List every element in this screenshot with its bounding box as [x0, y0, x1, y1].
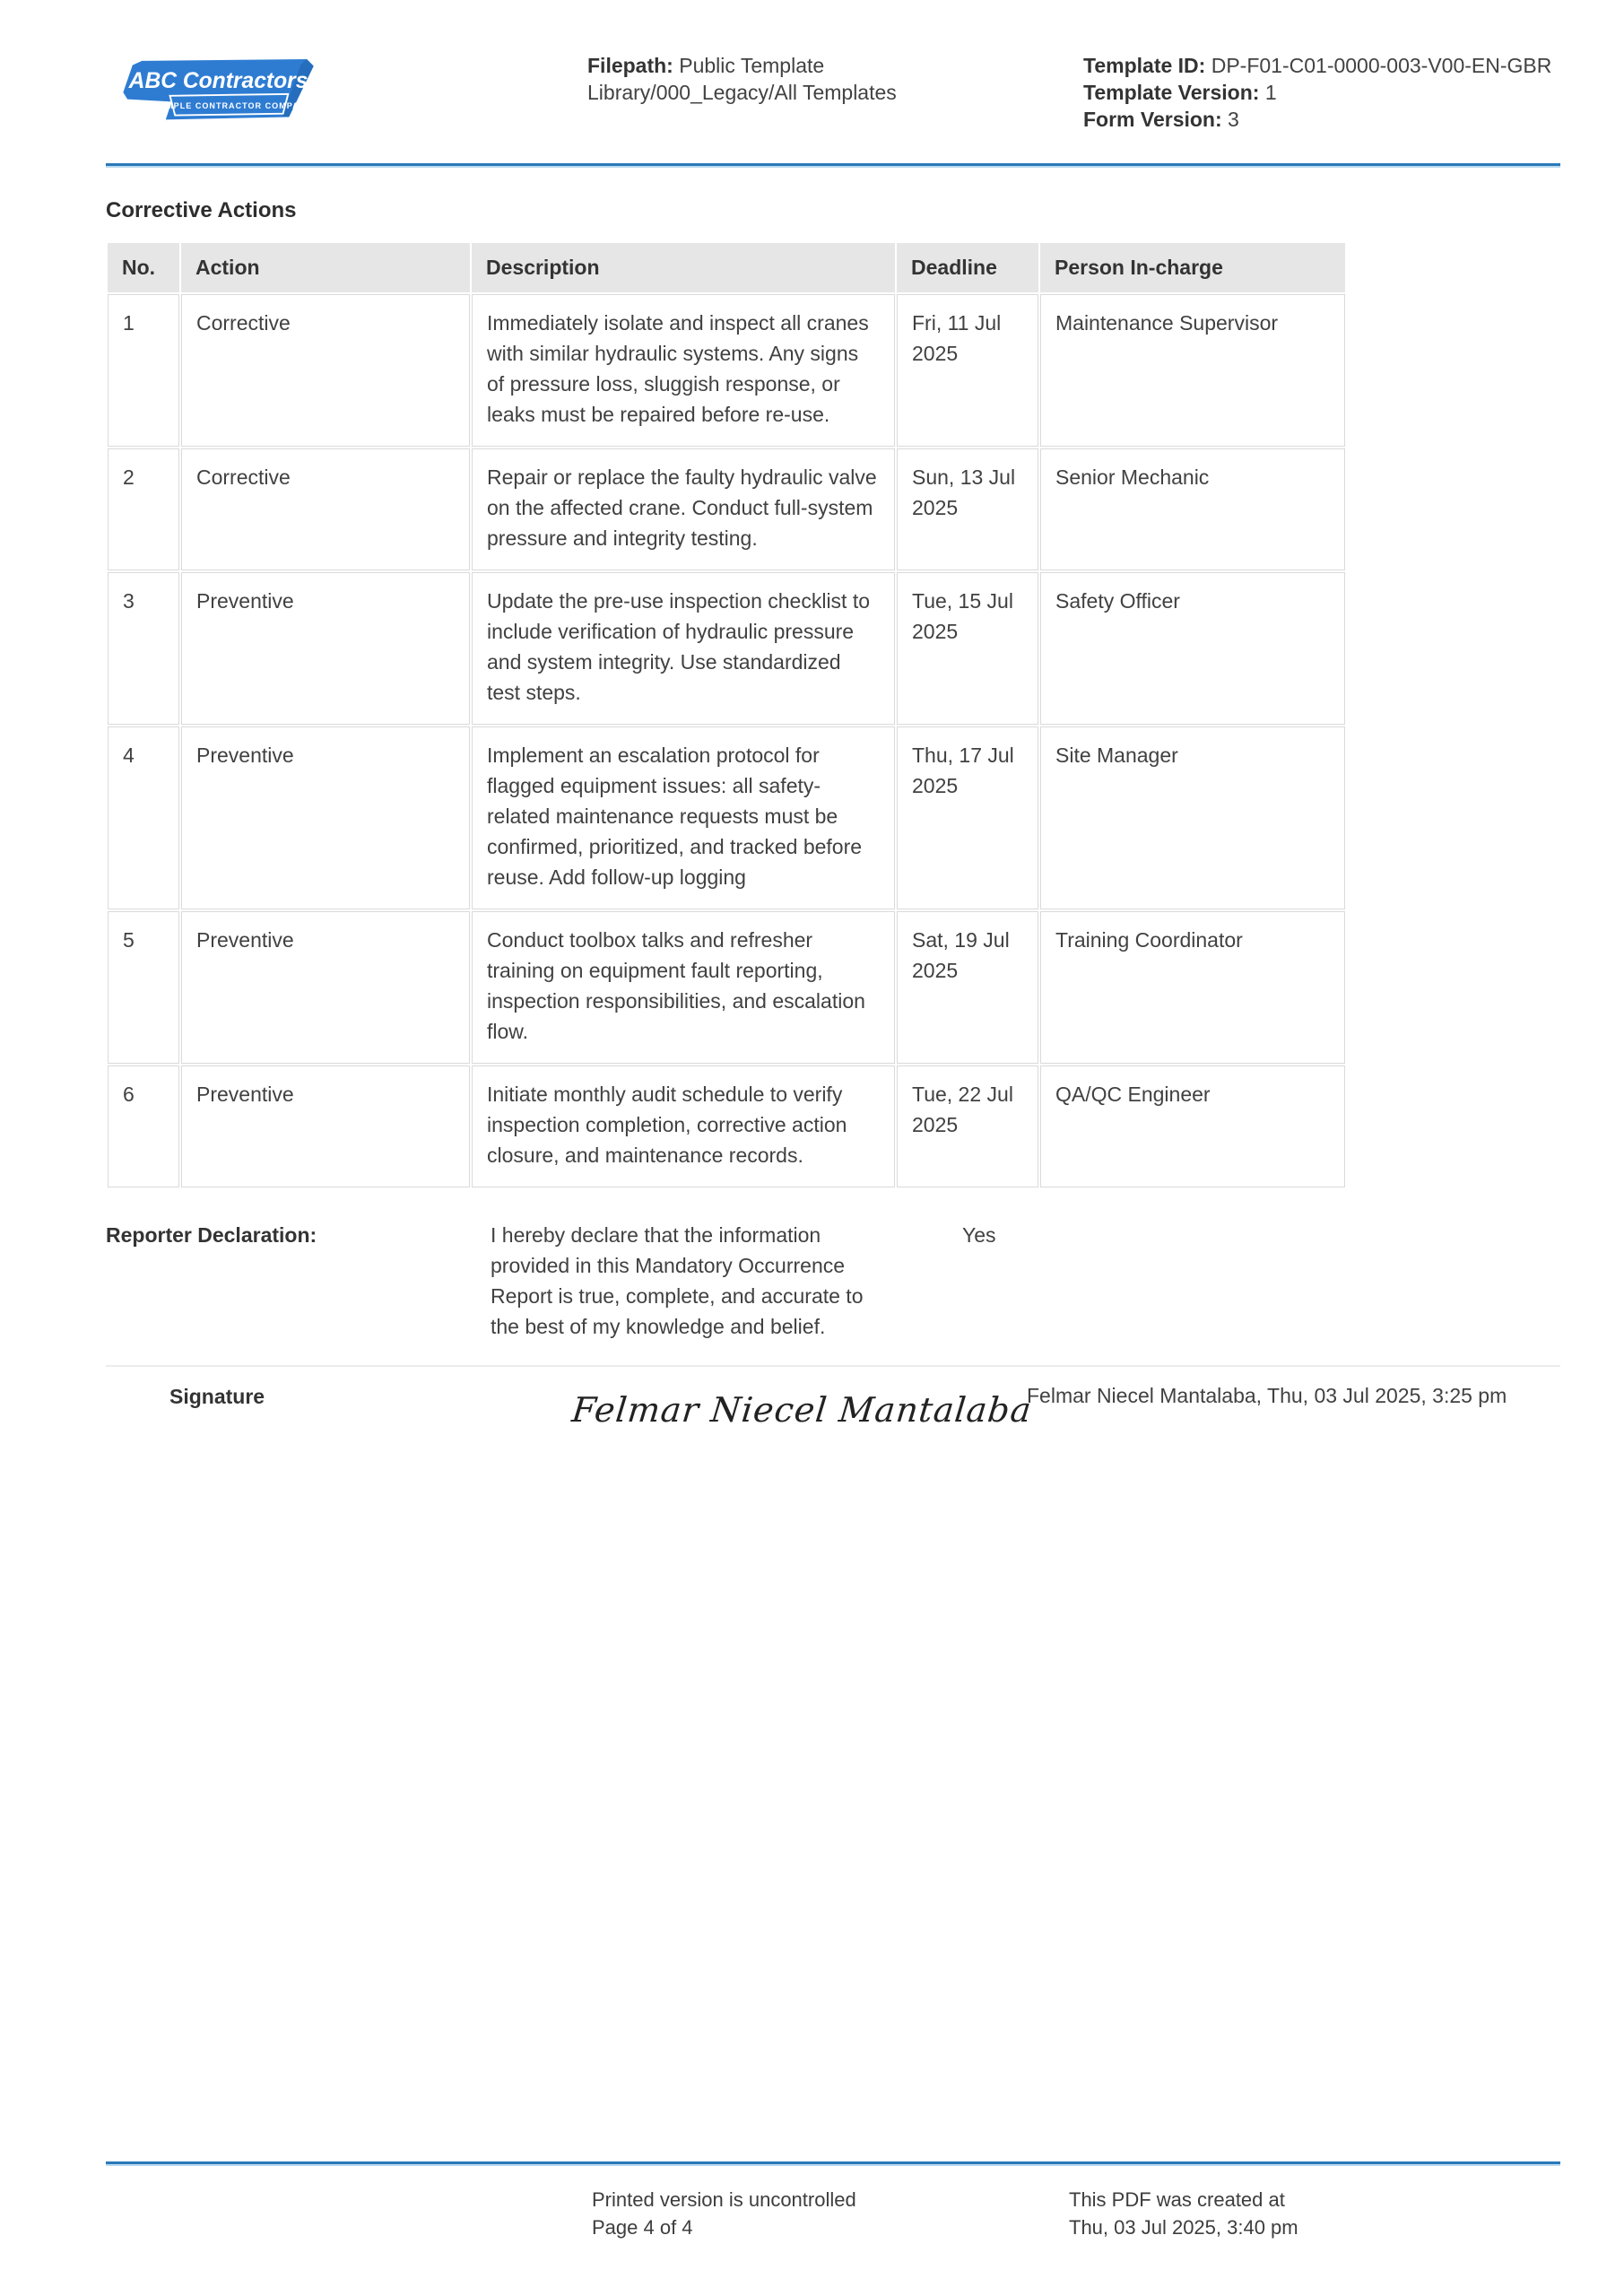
template-id-label: Template ID: [1083, 54, 1206, 77]
template-version-label: Template Version: [1083, 81, 1260, 104]
cell-person: QA/QC Engineer [1040, 1065, 1345, 1187]
footer-right-block [1069, 2186, 1298, 2241]
signature-section [106, 1367, 1560, 1501]
cell-person: Safety Officer [1040, 572, 1345, 725]
cell-action: Corrective [181, 294, 470, 447]
cell-description: Implement an escalation protocol for flagged equipment issues: all safety-related maintenance requests must be confirmed, prioritized, and tracked before reuse. Add follow-up logging [472, 726, 895, 909]
cell-person: Maintenance Supervisor [1040, 294, 1345, 447]
cell-deadline: Thu, 17 Jul 2025 [897, 726, 1038, 909]
cell-no: 3 [108, 572, 179, 725]
filepath-block [587, 52, 1018, 106]
form-version-value: 3 [1228, 108, 1239, 131]
cell-no: 2 [108, 448, 179, 570]
table-row [108, 572, 1345, 725]
cell-deadline: Sat, 19 Jul 2025 [897, 911, 1038, 1064]
page-header [106, 52, 1560, 163]
column-header-deadline: Deadline [897, 243, 1038, 292]
cell-action: Preventive [181, 911, 470, 1064]
footer-created-label: This PDF was created at [1069, 2188, 1285, 2211]
declaration-label: Reporter Declaration: [106, 1223, 317, 1247]
logo-subtitle: EXAMPLE CONTRACTOR COMPANY [146, 101, 313, 111]
logo-title: ABC Contractors [128, 69, 308, 94]
footer-page-number: Page 4 of 4 [592, 2216, 693, 2239]
cell-description: Update the pre-use inspection checklist to include verification of hydraulic pressure and system integrity. Use standardized test steps. [472, 572, 895, 725]
cell-description: Initiate monthly audit schedule to verify inspection completion, corrective action closure, and maintenance records. [472, 1065, 895, 1187]
cell-action: Preventive [181, 572, 470, 725]
template-id-line [1083, 52, 1563, 79]
cell-person: Senior Mechanic [1040, 448, 1345, 570]
company-logo-icon [113, 54, 326, 131]
reporter-declaration [106, 1220, 1560, 1342]
cell-deadline: Sun, 13 Jul 2025 [897, 448, 1038, 570]
column-header-no: No. [108, 243, 179, 292]
signature-label: Signature [169, 1385, 265, 1408]
declaration-text: I hereby declare that the information provided in this Mandatory Occurrence Report is true, complete, and accurate to the best of my knowledge and belief. [491, 1223, 864, 1338]
signature-handwriting: Felmar Niecel Mantalaba [569, 1390, 1034, 1430]
section-title: Corrective Actions [106, 198, 297, 222]
cell-deadline: Tue, 15 Jul 2025 [897, 572, 1038, 725]
cell-deadline: Tue, 22 Jul 2025 [897, 1065, 1038, 1187]
filepath-label: Filepath: [587, 54, 673, 77]
form-version-label: Form Version: [1083, 108, 1222, 131]
cell-no: 5 [108, 911, 179, 1064]
column-header-person: Person In-charge [1040, 243, 1345, 292]
cell-action: Preventive [181, 726, 470, 909]
table-header-row [108, 243, 1345, 292]
corrective-actions-tbody [108, 294, 1345, 1187]
cell-description: Conduct toolbox talks and refresher training on equipment fault reporting, inspection responsibilities, and escalation flow. [472, 911, 895, 1064]
table-row [108, 726, 1345, 909]
table-row [108, 448, 1345, 570]
template-version-value: 1 [1264, 81, 1277, 104]
cell-action: Corrective [181, 448, 470, 570]
footer-uncontrolled-note: Printed version is uncontrolled [592, 2188, 856, 2211]
page-footer [106, 2161, 1560, 2247]
header-divider [106, 163, 1560, 168]
template-version-line [1083, 79, 1563, 106]
footer-left-block [592, 2186, 856, 2241]
corrective-actions-table [106, 241, 1347, 1189]
cell-action: Preventive [181, 1065, 470, 1187]
footer-created-timestamp: Thu, 03 Jul 2025, 3:40 pm [1069, 2216, 1298, 2239]
cell-description: Immediately isolate and inspect all cranes with similar hydraulic systems. Any signs of pressure loss, sluggish response, or leaks must be repaired before re-use. [472, 294, 895, 447]
template-id-value: DP-F01-C01-0000-003-V00-EN-GBR [1211, 54, 1552, 77]
cell-deadline: Fri, 11 Jul 2025 [897, 294, 1038, 447]
cell-no: 1 [108, 294, 179, 447]
table-row [108, 294, 1345, 447]
table-row [108, 1065, 1345, 1187]
template-meta-block [1083, 52, 1563, 133]
filepath-value: Public Template Library/000_Legacy/All Templates [587, 54, 897, 104]
table-row [108, 911, 1345, 1064]
column-header-description: Description [472, 243, 895, 292]
declaration-answer: Yes [962, 1223, 996, 1247]
signature-signed-by: Felmar Niecel Mantalaba, Thu, 03 Jul 2025, 3:25 pm [1027, 1384, 1507, 1407]
cell-person: Site Manager [1040, 726, 1345, 909]
cell-description: Repair or replace the faulty hydraulic valve on the affected crane. Conduct full-system pressure and integrity testing. [472, 448, 895, 570]
cell-person: Training Coordinator [1040, 911, 1345, 1064]
cell-no: 6 [108, 1065, 179, 1187]
column-header-action: Action [181, 243, 470, 292]
form-version-line [1083, 106, 1563, 133]
company-logo [113, 54, 326, 131]
cell-no: 4 [108, 726, 179, 909]
